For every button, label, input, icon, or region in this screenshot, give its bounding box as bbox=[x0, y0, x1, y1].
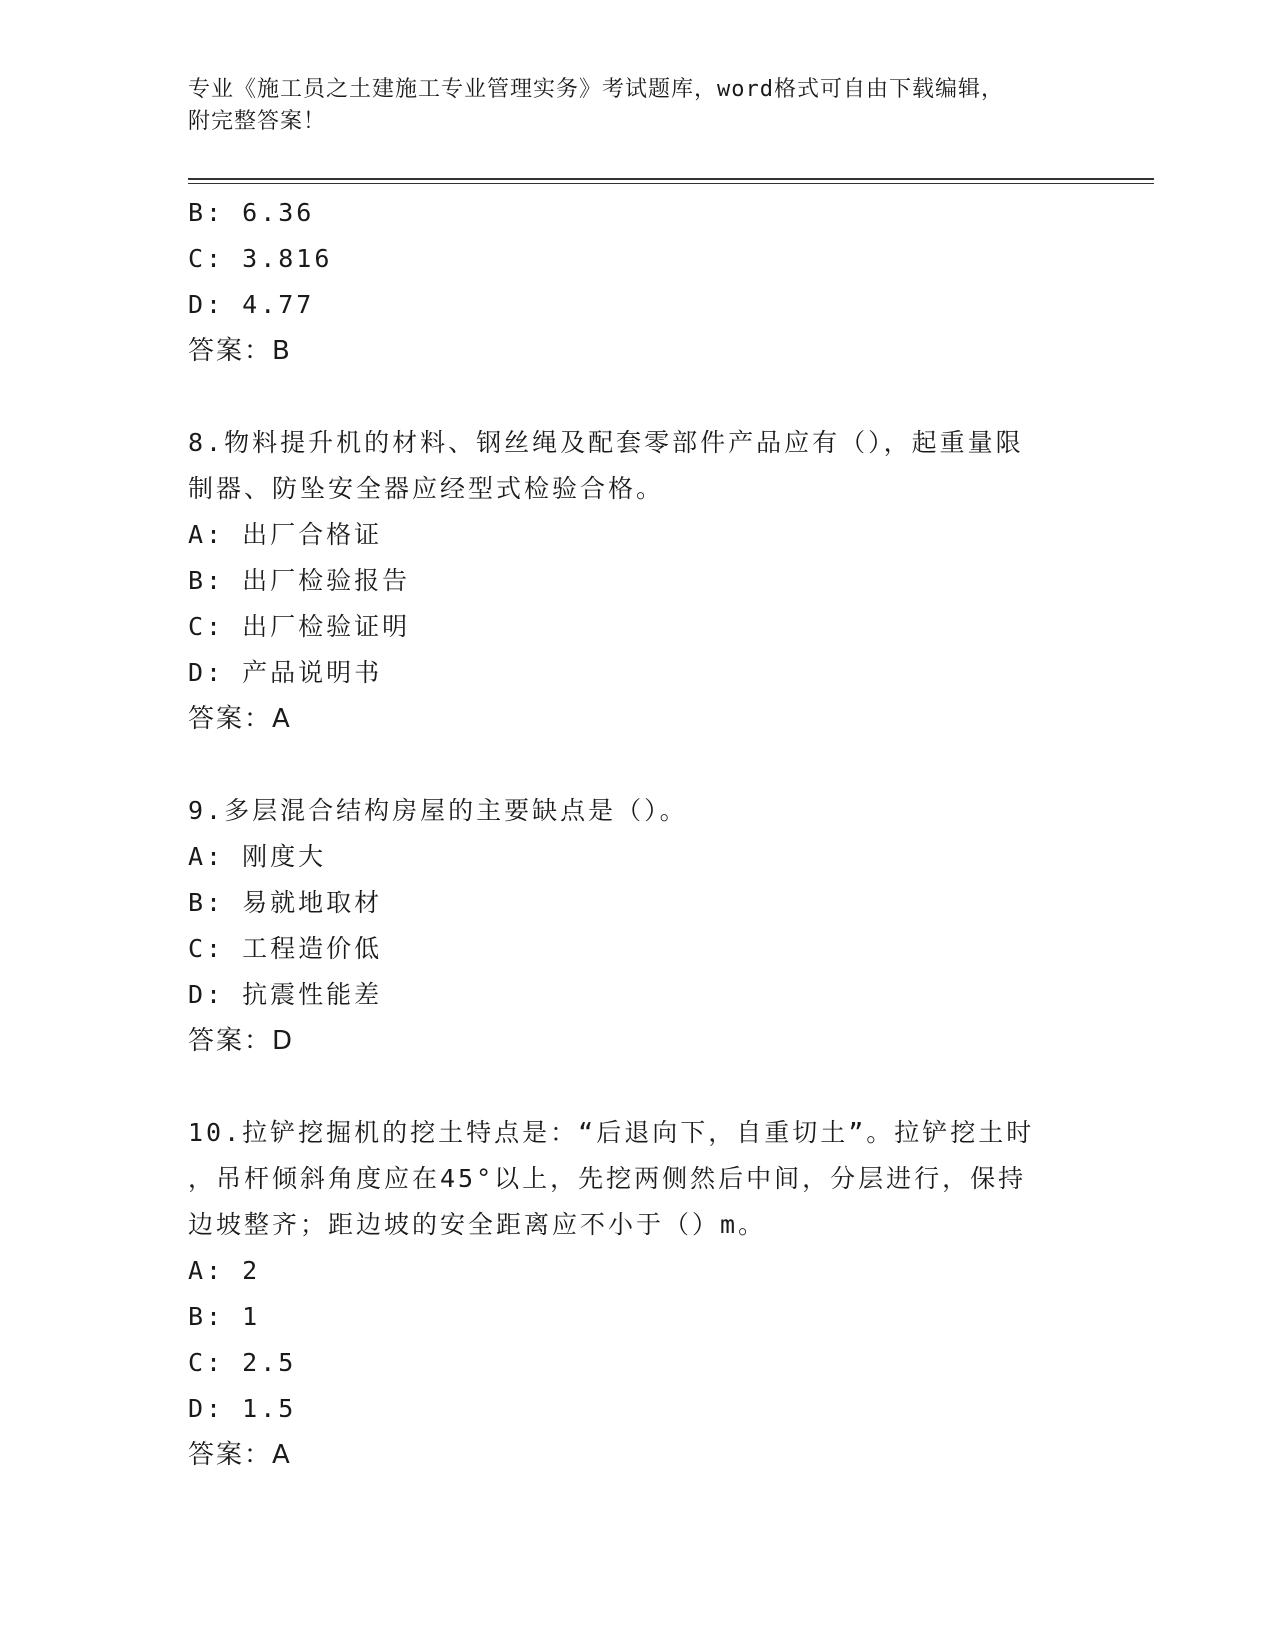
answer-line: 答案：D bbox=[188, 1026, 295, 1056]
option-a: A: 刚度大 bbox=[188, 842, 327, 871]
answer-line: 答案：A bbox=[188, 704, 292, 734]
spacer bbox=[188, 1064, 1088, 1110]
question-stem-cont: 边坡整齐；距边坡的安全距离应不小于（）m。 bbox=[188, 1210, 767, 1239]
option-c: C: 2.5 bbox=[188, 1348, 297, 1377]
option-b: B: 易就地取材 bbox=[188, 888, 383, 917]
page-header bbox=[188, 74, 1068, 138]
header-line-2: 附完整答案！ bbox=[188, 109, 327, 134]
question-stem: 8.物料提升机的材料、钢丝绳及配套零部件产品应有（），起重量限 bbox=[188, 428, 1024, 457]
question-stem: 9.多层混合结构房屋的主要缺点是（）。 bbox=[188, 796, 688, 825]
option-b: B: 6.36 bbox=[188, 198, 315, 227]
question-7-tail bbox=[188, 190, 1088, 374]
header-line-1: 专业《施工员之土建施工专业管理实务》考试题库，word格式可自由下载编辑， bbox=[188, 77, 1004, 102]
answer-line: 答案：B bbox=[188, 336, 292, 366]
spacer bbox=[188, 374, 1088, 420]
question-9 bbox=[188, 788, 1088, 1064]
option-d: D: 产品说明书 bbox=[188, 658, 383, 687]
answer-line: 答案：A bbox=[188, 1440, 292, 1470]
question-stem-cont: ，吊杆倾斜角度应在45°以上，先挖两侧然后中间，分层进行，保持 bbox=[188, 1164, 1027, 1193]
option-c: C: 工程造价低 bbox=[188, 934, 383, 963]
question-10 bbox=[188, 1110, 1088, 1478]
option-a: A: 2 bbox=[188, 1256, 261, 1285]
option-a: A: 出厂合格证 bbox=[188, 520, 383, 549]
question-stem: 10.拉铲挖掘机的挖土特点是：“后退向下，自重切土”。拉铲挖土时 bbox=[188, 1118, 1035, 1147]
spacer bbox=[188, 742, 1088, 788]
option-b: B: 1 bbox=[188, 1302, 261, 1331]
option-c: C: 3.816 bbox=[188, 244, 333, 273]
option-b: B: 出厂检验报告 bbox=[188, 566, 411, 595]
question-list bbox=[188, 190, 1088, 1478]
header-divider bbox=[188, 178, 1154, 184]
option-d: D: 4.77 bbox=[188, 290, 315, 319]
question-stem-cont: 制器、防坠安全器应经型式检验合格。 bbox=[188, 474, 665, 503]
option-d: D: 1.5 bbox=[188, 1394, 297, 1423]
option-c: C: 出厂检验证明 bbox=[188, 612, 411, 641]
option-d: D: 抗震性能差 bbox=[188, 980, 383, 1009]
question-8 bbox=[188, 420, 1088, 742]
